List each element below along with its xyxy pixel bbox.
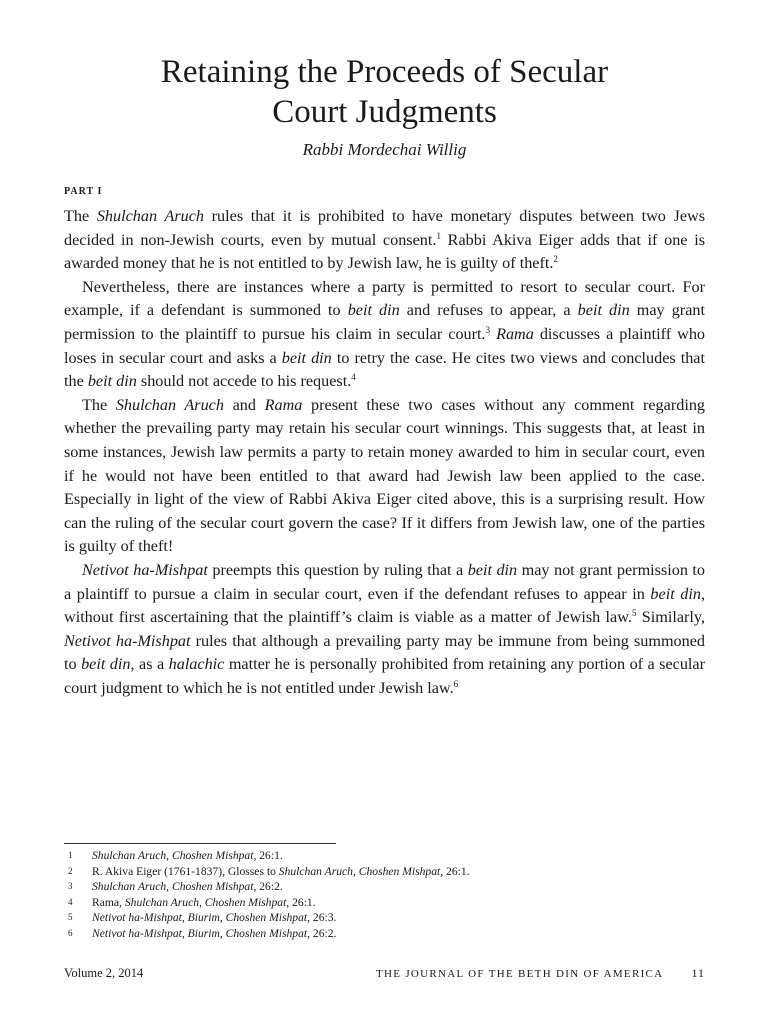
- footnote: 3 Shulchan Aruch, Choshen Mishpat, 26:2.: [68, 880, 283, 894]
- footnotes: [64, 848, 705, 942]
- volume-label: Volume 2, 2014: [64, 966, 144, 980]
- footnote-ref: 1: [436, 230, 441, 241]
- page-footer: [64, 966, 705, 981]
- section-label: PART I: [64, 186, 103, 197]
- footnote: 2 R. Akiva Eiger (1761-1837), Glosses to Shulchan Aruch, Choshen Mishpat, 26:1.: [68, 864, 470, 878]
- footnote: 5 Netivot ha-Mishpat, Biurim, Choshen Mishpat, 26:3.: [68, 911, 337, 925]
- title-line-1: Retaining the Proceeds of Secular: [160, 54, 609, 90]
- paragraph-1: The Shulchan Aruch rules that it is prohibited to have monetary disputes between two Jews decided in non-Jewish courts, even by mutual consent.$^1$ Rabbi Akiva Eiger adds that if one is awarded money that he is not entitled to by Jewish law, he is guilty of theft.$^2$: [64, 207, 706, 273]
- footnote: 1 Shulchan Aruch, Choshen Mishpat, 26:1.: [68, 849, 283, 862]
- page-number: 11: [691, 966, 705, 980]
- journal-name: THE JOURNAL OF THE BETH DIN OF AMERICA: [376, 968, 664, 980]
- footnote-ref: 5: [631, 608, 637, 619]
- document-page: [64, 0, 705, 1024]
- title-line-2: Court Judgments: [272, 94, 497, 130]
- paragraph-2: Nevertheless, there are instances where a party is permitted to resort to secular court. For example, if a defendant is summoned to beit din and refuses to appear, a beit din may grant permission to the plaintiff to pursue his claim in secular court.$^3$ Rama discusses a plaintiff who loses in secular court and asks a beit din to retry the case. He cites two views and concludes that the beit din should not accede to his request.$^4$: [64, 277, 706, 391]
- footnote-ref: 6: [453, 678, 459, 689]
- article-body: [64, 205, 705, 700]
- footnote: 4 Rama, Shulchan Aruch, Choshen Mishpat, 26:1.: [68, 895, 316, 909]
- footnote-divider: [64, 843, 336, 844]
- footnote-ref: 4: [351, 372, 356, 383]
- author-byline: Rabbi Mordechai Willig: [302, 140, 467, 159]
- footnote-ref: 3: [485, 324, 491, 335]
- paragraph-4: Netivot ha-Mishpat preempts this question by ruling that a beit din may not grant permission to a plaintiff to pursue a claim in secular court, even if the defendant refuses to appear in beit din, without first ascertaining that the plaintiff’s claim is viable as a matter of Jewish law.$^5$ Similarly, Netivot ha-Mishpat rules that although a prevailing party may be immune from being summoned to beit din, as a halachic matter he is personally prohibited from retaining any portion of a secular court judgment to which he is not entitled under Jewish law.$^6$: [64, 560, 706, 697]
- footnote-ref: 2: [553, 254, 558, 265]
- paragraph-3: The Shulchan Aruch and Rama present these two cases without any comment regarding whether the prevailing party may retain his secular court winnings. This suggests that, at least in some instances, Jewish law permits a party to retain money awarded to him in secular court, even if he would not have been entitled to that award had Jewish law been applied to the case. Especially in light of the view of Rabbi Akiva Eiger cited above, this is a surprising result. How can the ruling of the secular court govern the case? If it differs from Jewish law, one of the parties is guilty of theft!: [64, 395, 706, 556]
- footnote: 6 Netivot ha-Mishpat, Biurim, Choshen Mishpat, 26:2.: [68, 926, 337, 940]
- article-title: [64, 52, 705, 132]
